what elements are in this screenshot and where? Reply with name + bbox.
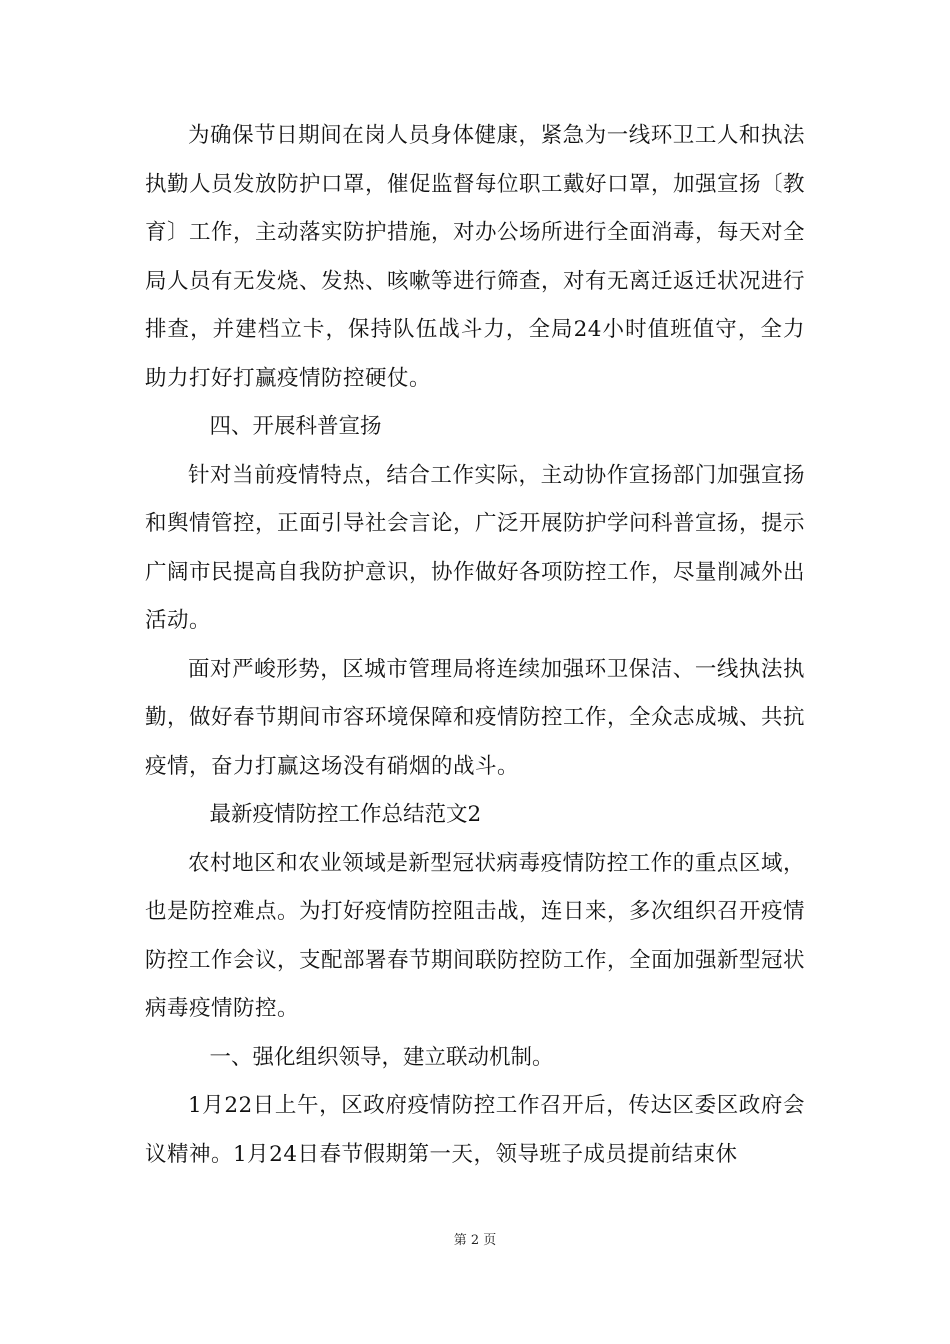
article-title: 最新疫情防控工作总结范文2 — [209, 802, 482, 827]
paragraph: 面对严峻形势，区城市管理局将连续加强环卫保洁、一线执法执勤，做好春节期间市容环境保障和疫情防控工作，全众志成城、共抗疫情，奋力打赢这场没有硝烟的战斗。 — [145, 656, 806, 779]
page-number: 第 2 页 — [453, 1233, 497, 1248]
paragraph: 农村地区和农业领域是新型冠状病毒疫情防控工作的重点区域，也是防控难点。为打好疫情防控阻击战，连日来，多次组织召开疫情防控工作会议，支配部署春节期间联防控防工作，全面加强新型冠状病毒疫情防控。 — [145, 850, 806, 1021]
section-heading: 四、开展科普宣扬 — [209, 414, 382, 439]
section-heading: 一、强化组织领导，建立联动机制。 — [209, 1044, 554, 1070]
paragraph: 为确保节日期间在岗人员身体健康，紧急为一线环卫工人和执法执勤人员发放防护口罩，催促监督每位职工戴好口罩，加强宣扬〔教育〕工作，主动落实防护措施，对办公场所进行全面消毒，每天对全局人员有无发烧、发热、咳嗽等进行筛查，对有无离迁返迁状况进行排查，并建档立卡，保持队伍战斗力，全局24小时值班值守，全力助力打好打赢疫情防控硬仗。 — [145, 123, 806, 391]
paragraph: 1月22日上午，区政府疫情防控工作召开后，传达区委区政府会议精神。1月24日春节假期第一天，领导班子成员提前结束休 — [145, 1093, 805, 1167]
paragraph: 针对当前疫情特点，结合工作实际，主动协作宣扬部门加强宣扬和舆情管控，正面引导社会言论，广泛开展防护学问科普宣扬，提示广阔市民提高自我防护意识，协作做好各项防控工作，尽量削减外出活动。 — [145, 462, 806, 633]
document-body — [145, 112, 805, 1179]
